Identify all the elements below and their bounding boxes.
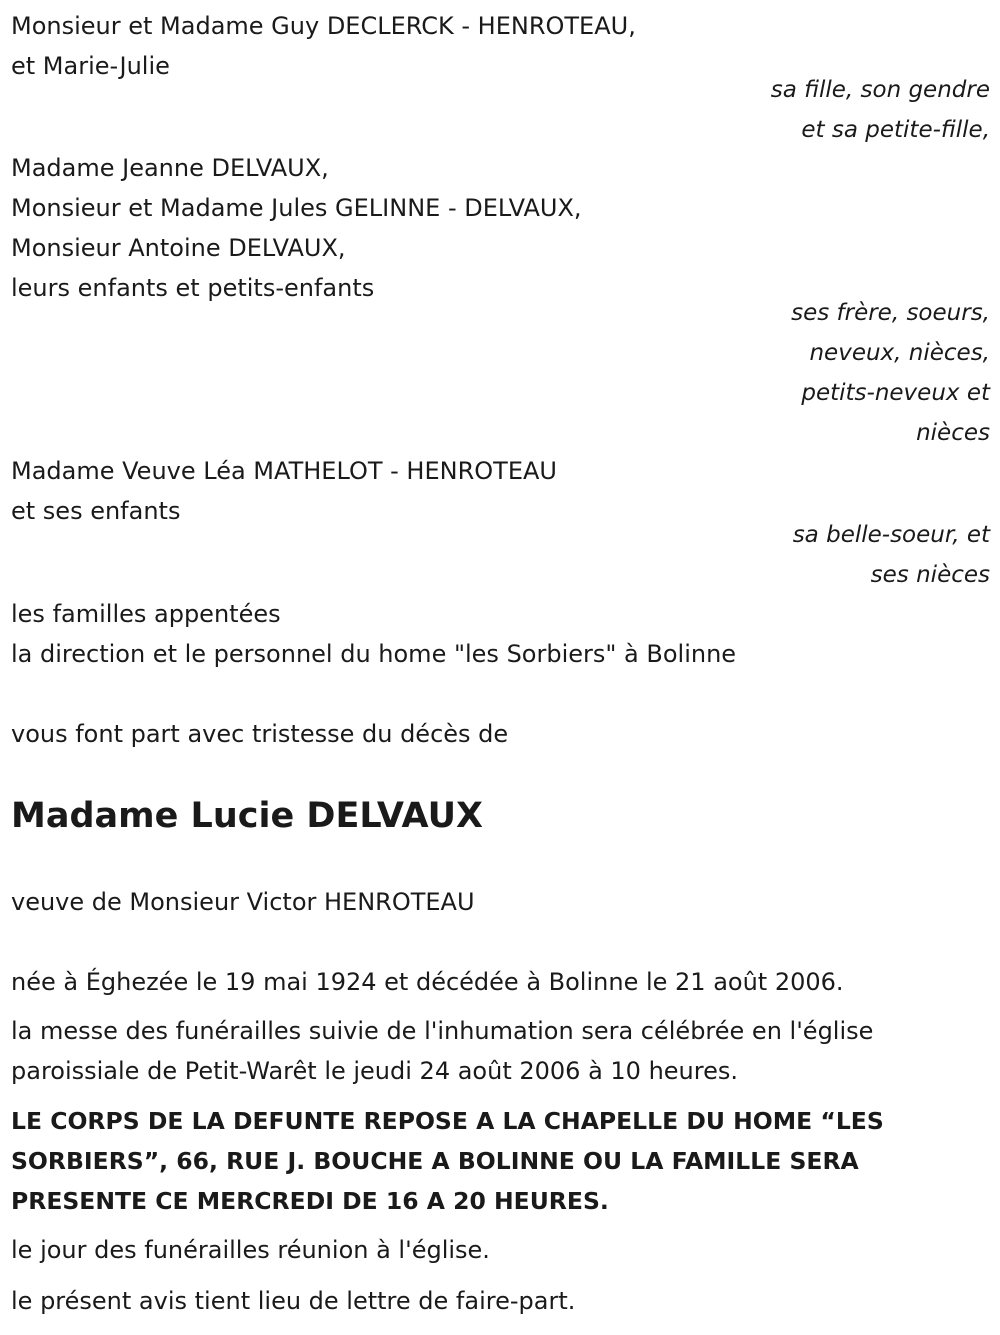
relation-line: nièces bbox=[916, 420, 990, 446]
reunion-text: le jour des funérailles réunion à l'église. bbox=[11, 1236, 490, 1264]
family-line: Monsieur et Madame Guy DECLERCK - HENROTEAU, bbox=[11, 12, 636, 40]
family-line: Monsieur Antoine DELVAUX, bbox=[11, 234, 346, 262]
others-line: la direction et le personnel du home "les Sorbiers" à Bolinne bbox=[11, 640, 737, 668]
family-line: Monsieur et Madame Jules GELINNE - DELVAUX, bbox=[11, 194, 582, 222]
widow-of-text: veuve de Monsieur Victor HENROTEAU bbox=[11, 888, 475, 916]
relation-line: et sa petite-fille, bbox=[801, 117, 990, 143]
relation-line: ses nièces bbox=[870, 562, 990, 588]
family-line: Madame Veuve Léa MATHELOT - HENROTEAU bbox=[11, 457, 557, 485]
relation-line: petits-neveux et bbox=[801, 380, 990, 406]
mass-line: la messe des funérailles suivie de l'inhumation sera célébrée en l'église bbox=[11, 1017, 874, 1045]
closing-text: le présent avis tient lieu de lettre de faire-part. bbox=[11, 1287, 576, 1315]
relation-line: sa fille, son gendre bbox=[770, 77, 990, 103]
family-line: leurs enfants et petits-enfants bbox=[11, 274, 375, 302]
family-line: Madame Jeanne DELVAUX, bbox=[11, 154, 329, 182]
viewing-notice-line: PRESENTE CE MERCREDI DE 16 A 20 HEURES. bbox=[11, 1187, 609, 1215]
relation-line: neveux, nièces, bbox=[809, 340, 990, 366]
others-line: les familles appentées bbox=[11, 600, 281, 628]
viewing-notice-line: LE CORPS DE LA DEFUNTE REPOSE A LA CHAPELLE DU HOME “LES bbox=[11, 1107, 884, 1135]
announcement-text: vous font part avec tristesse du décès de bbox=[11, 720, 509, 748]
family-line: et Marie-Julie bbox=[11, 52, 170, 80]
deceased-name: Madame Lucie DELVAUX bbox=[11, 796, 483, 836]
relation-line: sa belle-soeur, et bbox=[792, 522, 990, 548]
viewing-notice-line: SORBIERS”, 66, RUE J. BOUCHE A BOLINNE OU LA FAMILLE SERA bbox=[11, 1147, 859, 1175]
mass-line: paroissiale de Petit-Warêt le jeudi 24 août 2006 à 10 heures. bbox=[11, 1057, 738, 1085]
relation-line: ses frère, soeurs, bbox=[791, 300, 990, 326]
birth-death-dates: née à Éghezée le 19 mai 1924 et décédée à Bolinne le 21 août 2006. bbox=[11, 968, 844, 996]
family-line: et ses enfants bbox=[11, 497, 181, 525]
